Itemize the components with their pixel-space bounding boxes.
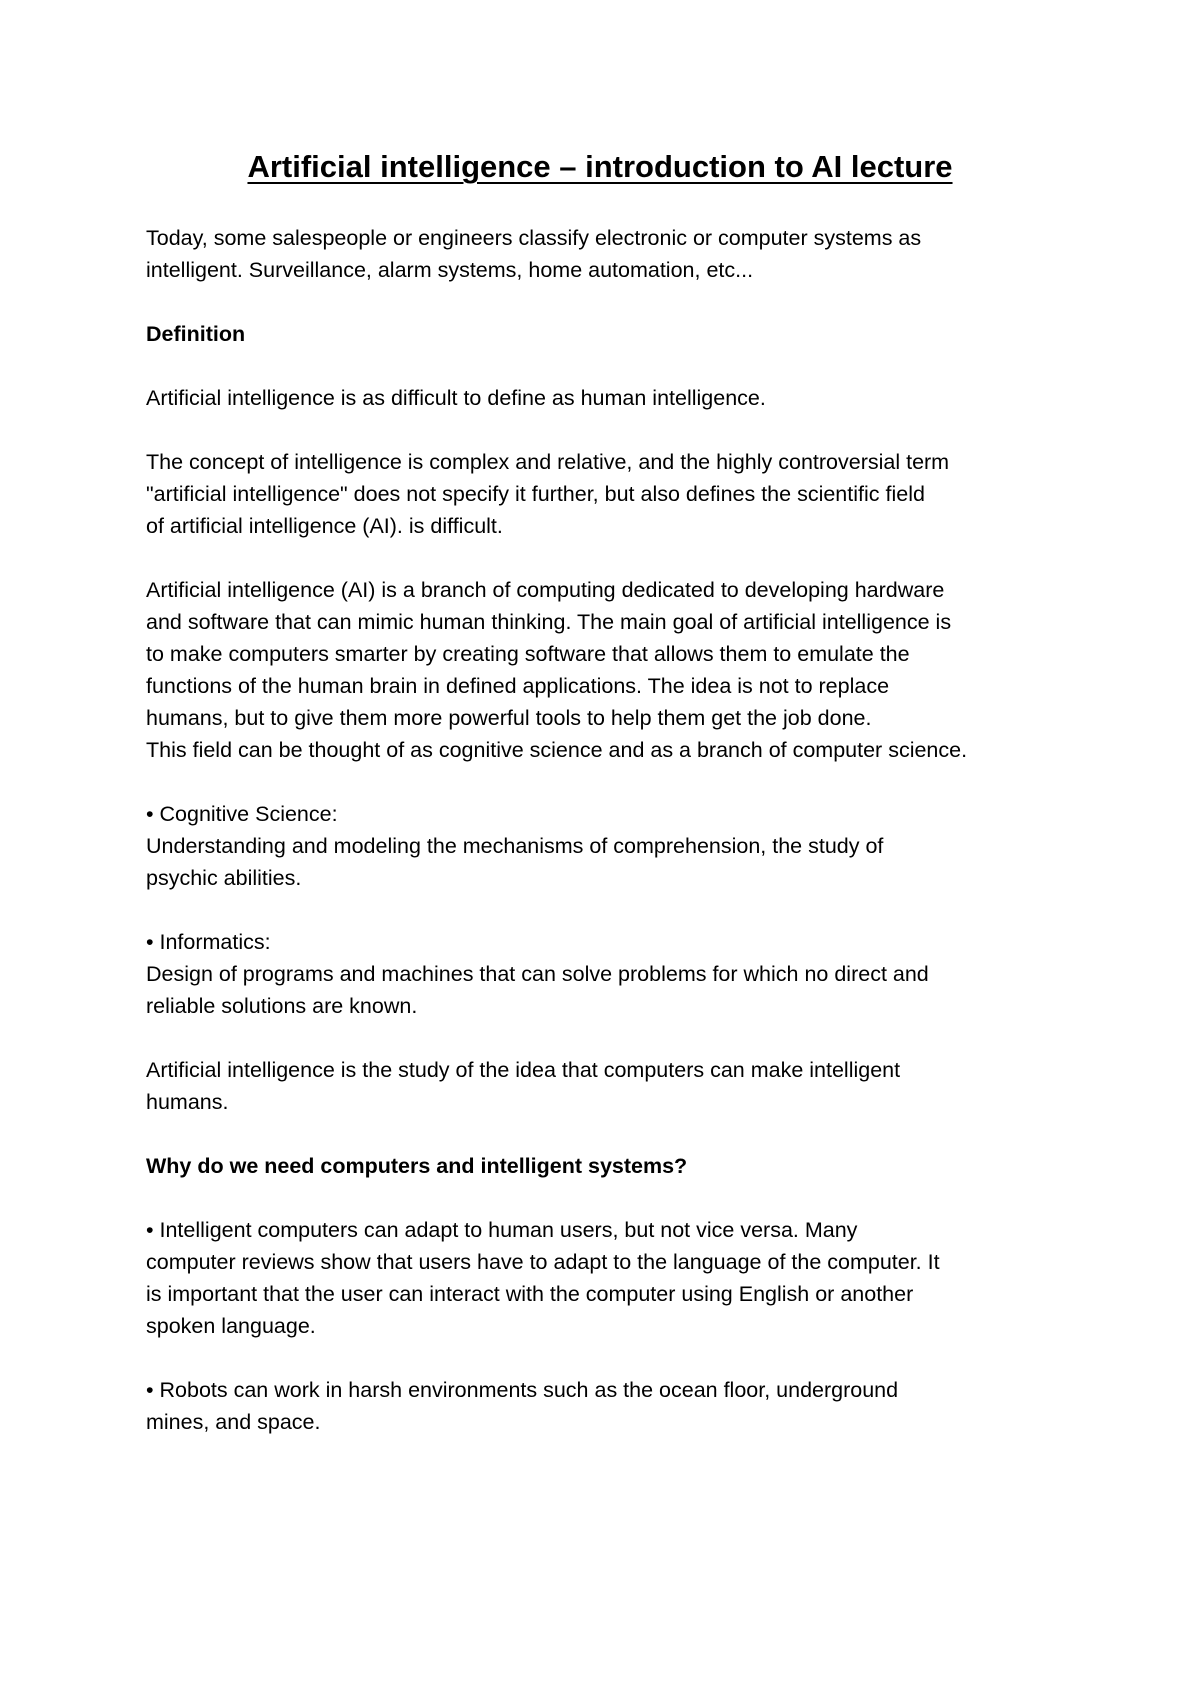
bullet-title: • Cognitive Science: (146, 802, 338, 826)
definition-paragraph-3 (146, 574, 1066, 766)
paragraph-line: mines, and space. (146, 1410, 321, 1434)
paragraph-line: functions of the human brain in defined applications. The idea is not to replace (146, 674, 890, 698)
paragraph-line: psychic abilities. (146, 866, 302, 890)
document-body (146, 222, 1066, 1470)
paragraph-line: • Intelligent computers can adapt to human users, but not vice versa. Many (146, 1218, 858, 1242)
informatics-item (146, 926, 1066, 1022)
paragraph-line: humans, but to give them more powerful tools to help them get the job done. (146, 706, 872, 730)
document-title: Artificial intelligence – introduction to AI lecture (247, 149, 953, 184)
paragraph-line: reliable solutions are known. (146, 994, 418, 1018)
cognitive-science-item (146, 798, 1066, 894)
study-paragraph (146, 1054, 1066, 1118)
paragraph-line: Artificial intelligence is the study of the idea that computers can make intelligent (146, 1058, 901, 1082)
bullet-title: • Informatics: (146, 930, 271, 954)
paragraph-line: "artificial intelligence" does not specify it further, but also defines the scientific field (146, 482, 925, 506)
paragraph-line: and software that can mimic human thinking. The main goal of artificial intelligence is (146, 610, 952, 634)
why-heading-text: Why do we need computers and intelligent systems? (146, 1154, 688, 1178)
paragraph-line: Artificial intelligence is as difficult to define as human intelligence. (146, 386, 766, 410)
paragraph-line: computer reviews show that users have to adapt to the language of the computer. It (146, 1250, 940, 1274)
paragraph-line: is important that the user can interact with the computer using English or another (146, 1282, 914, 1306)
intro-paragraph (146, 222, 1066, 286)
paragraph-line: Understanding and modeling the mechanisms of comprehension, the study of (146, 834, 884, 858)
paragraph-line: Design of programs and machines that can solve problems for which no direct and (146, 962, 929, 986)
intro-line: intelligent. Surveillance, alarm systems, home automation, etc... (146, 258, 754, 282)
paragraph-line: spoken language. (146, 1314, 316, 1338)
definition-heading (146, 318, 1066, 350)
why-bullet-2 (146, 1374, 1066, 1438)
paragraph-line: Artificial intelligence (AI) is a branch of computing dedicated to developing hardware (146, 578, 945, 602)
definition-heading-text: Definition (146, 322, 246, 346)
paragraph-line: humans. (146, 1090, 229, 1114)
why-bullet-1 (146, 1214, 1066, 1342)
paragraph-line: This field can be thought of as cognitive science and as a branch of computer science. (146, 738, 968, 762)
why-heading (146, 1150, 1066, 1182)
definition-paragraph-1 (146, 382, 1066, 414)
paragraph-line: The concept of intelligence is complex and relative, and the highly controversial term (146, 450, 950, 474)
paragraph-line: of artificial intelligence (AI). is difficult. (146, 514, 503, 538)
definition-paragraph-2 (146, 446, 1066, 542)
intro-line: Today, some salespeople or engineers classify electronic or computer systems as (146, 226, 922, 250)
paragraph-line: to make computers smarter by creating software that allows them to emulate the (146, 642, 910, 666)
paragraph-line: • Robots can work in harsh environments such as the ocean floor, underground (146, 1378, 899, 1402)
